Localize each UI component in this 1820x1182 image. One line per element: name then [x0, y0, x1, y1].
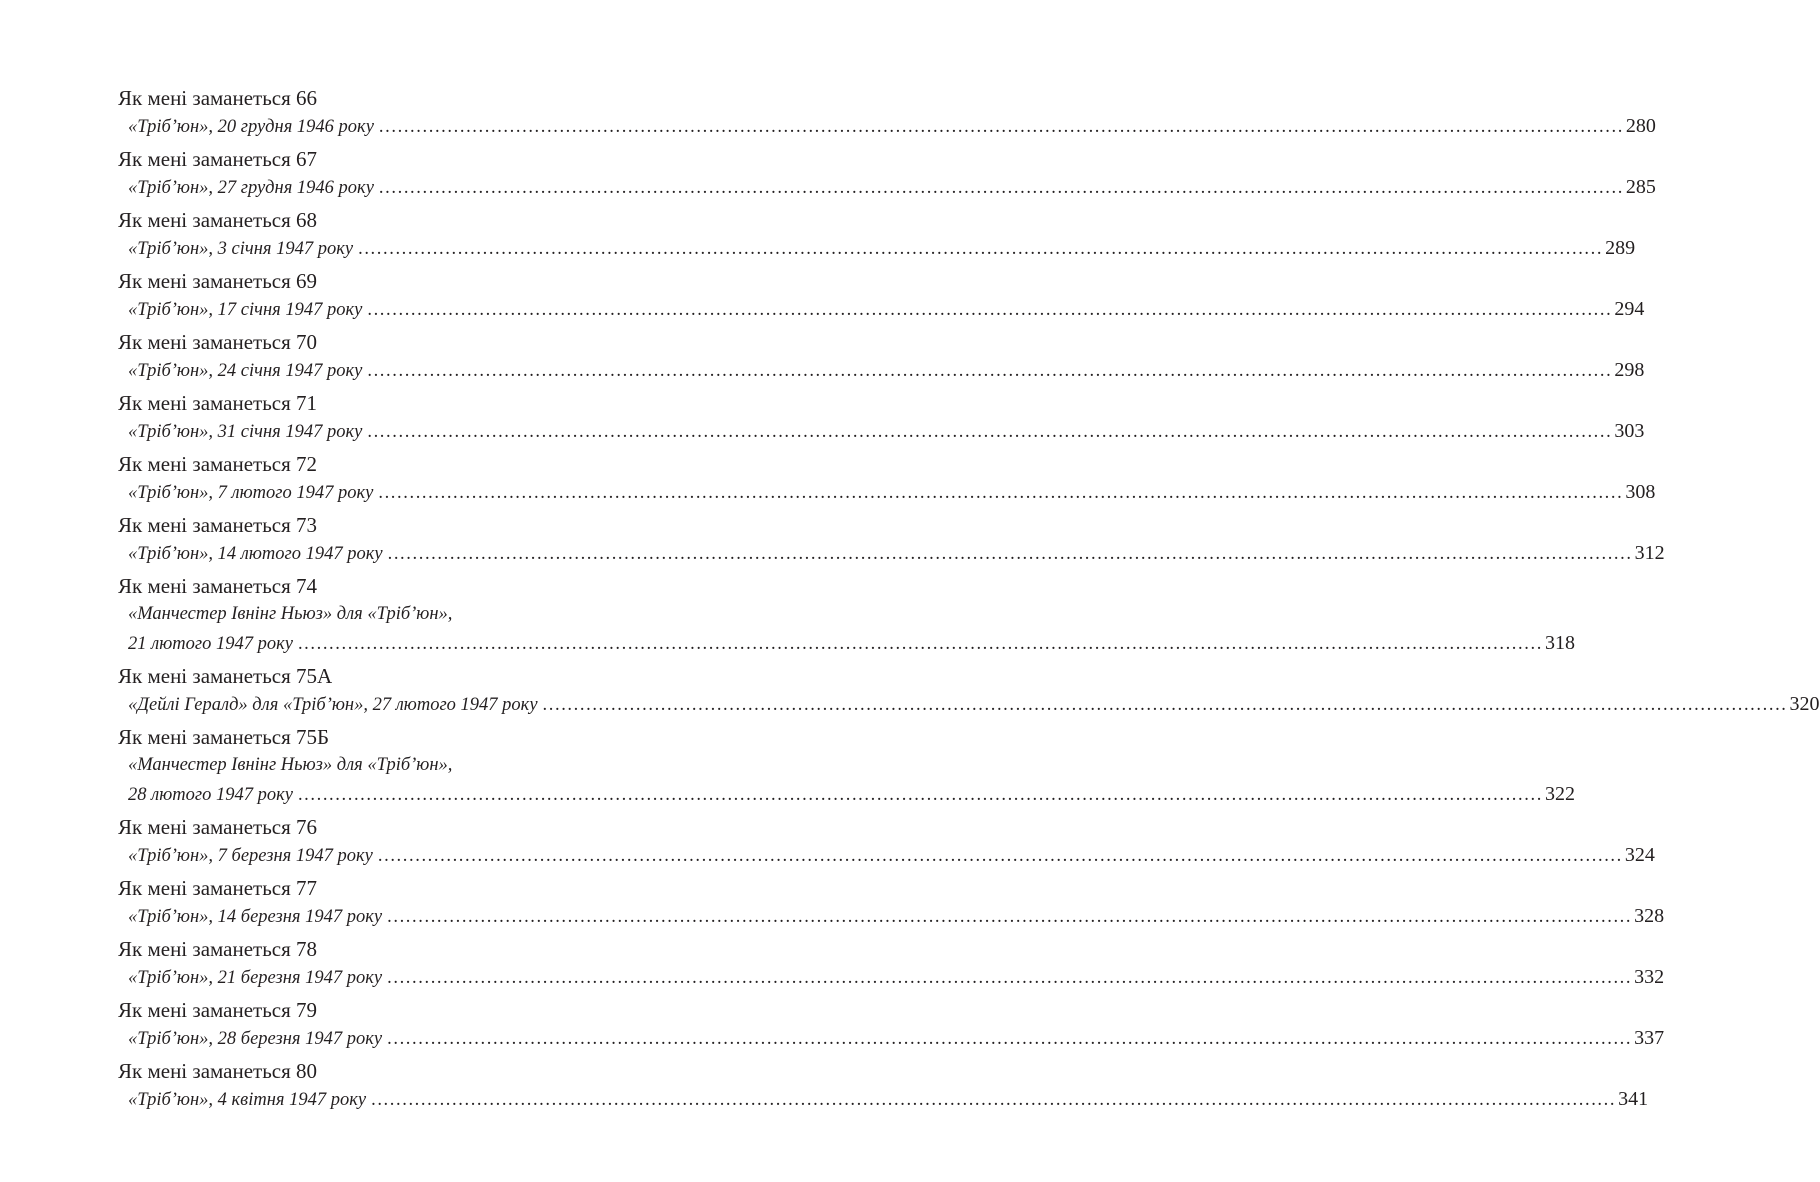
page-number: 294	[1614, 298, 1645, 320]
dot-leader: ........................................................................................................................................................................................................	[378, 117, 1624, 137]
entry-title: Як мені заманеться 71	[118, 391, 318, 415]
entry-source	[118, 629, 1575, 659]
entry-source	[118, 478, 1656, 508]
dot-leader: ........................................................................................................................................................................................................	[387, 968, 1633, 988]
toc-entry[interactable]	[118, 267, 1645, 325]
entry-source	[118, 417, 1645, 447]
dot-leader: ........................................................................................................................................................................................................	[387, 544, 1633, 564]
page-number: 312	[1634, 542, 1665, 564]
entry-source	[118, 841, 1655, 871]
entry-title: Як мені заманеться 75Б	[118, 725, 330, 749]
dot-leader: ........................................................................................................................................................................................................	[367, 361, 1613, 381]
page-number: 285	[1625, 176, 1656, 198]
entry-title: Як мені заманеться 72	[118, 452, 318, 476]
toc-entry[interactable]	[118, 450, 1656, 508]
entry-source	[118, 112, 1656, 142]
entry-source-text: «Тріб’юн», 14 березня 1947 року	[128, 907, 383, 927]
entry-title: Як мені заманеться 75А	[118, 664, 333, 688]
entry-title: Як мені заманеться 76	[118, 815, 318, 839]
page-number: 318	[1544, 632, 1575, 654]
entry-source-text: «Тріб’юн», 21 березня 1947 року	[128, 968, 383, 988]
dot-leader: ........................................................................................................................................................................................................	[367, 422, 1613, 442]
entry-source	[118, 780, 1575, 810]
dot-leader: ........................................................................................................................................................................................................	[387, 1029, 1633, 1049]
entry-title: Як мені заманеться 80	[118, 1059, 318, 1083]
entry-source-text: «Тріб’юн», 3 січня 1947 року	[128, 239, 354, 259]
page-number: 341	[1618, 1088, 1649, 1110]
entry-source-text: «Тріб’юн», 28 березня 1947 року	[128, 1029, 383, 1049]
page-number: 328	[1634, 905, 1665, 927]
entry-source	[118, 690, 1820, 720]
toc-entry[interactable]	[118, 662, 1820, 720]
entry-title: Як мені заманеться 68	[118, 208, 318, 232]
dot-leader: ........................................................................................................................................................................................................	[377, 846, 1623, 866]
toc-entry[interactable]	[118, 84, 1656, 142]
entry-source-text: 21 лютого 1947 року	[128, 634, 293, 654]
entry-source	[118, 1024, 1665, 1054]
page-number: 303	[1614, 420, 1645, 442]
entry-source-text: «Тріб’юн», 4 квітня 1947 року	[128, 1090, 367, 1110]
entry-source-text: «Дейлі Гералд» для «Тріб’юн», 27 лютого 1947 року	[128, 695, 538, 715]
entry-title: Як мені заманеться 74	[118, 574, 318, 598]
entry-source-text: «Тріб’юн», 27 грудня 1946 року	[128, 178, 374, 198]
dot-leader: ........................................................................................................................................................................................................	[297, 634, 1543, 654]
entry-source-text: «Тріб’юн», 24 січня 1947 року	[128, 361, 363, 381]
table-of-contents	[118, 84, 1820, 1118]
entry-source	[118, 1085, 1649, 1115]
page-number: 298	[1614, 359, 1645, 381]
dot-leader: ........................................................................................................................................................................................................	[387, 907, 1633, 927]
entry-title: Як мені заманеться 78	[118, 937, 318, 961]
toc-entry[interactable]	[118, 1057, 1649, 1115]
entry-source	[118, 356, 1645, 386]
toc-entry[interactable]	[118, 572, 1575, 659]
entry-source	[118, 539, 1665, 569]
toc-entry[interactable]	[118, 206, 1636, 264]
entry-source-text: «Тріб’юн», 20 грудня 1946 року	[128, 117, 374, 137]
dot-leader: ........................................................................................................................................................................................................	[297, 785, 1543, 805]
entry-title: Як мені заманеться 79	[118, 998, 318, 1022]
page-number: 332	[1634, 966, 1665, 988]
entry-source-text: «Тріб’юн», 31 січня 1947 року	[128, 422, 363, 442]
page-number: 337	[1634, 1027, 1665, 1049]
page-number: 308	[1625, 481, 1656, 503]
toc-entry[interactable]	[118, 511, 1665, 569]
entry-source	[118, 234, 1636, 264]
entry-source: «Манчестер Івнінг Ньюз» для «Тріб’юн»,	[128, 604, 453, 624]
toc-entry[interactable]	[118, 813, 1655, 871]
toc-entry[interactable]	[118, 723, 1575, 810]
page-number: 280	[1625, 115, 1656, 137]
dot-leader: ........................................................................................................................................................................................................	[358, 239, 1604, 259]
dot-leader: ........................................................................................................................................................................................................	[371, 1090, 1617, 1110]
entry-source	[118, 295, 1645, 325]
entry-source	[118, 173, 1656, 203]
dot-leader: ........................................................................................................................................................................................................	[378, 483, 1624, 503]
entry-source-text: 28 лютого 1947 року	[128, 785, 293, 805]
dot-leader: ........................................................................................................................................................................................................	[542, 695, 1788, 715]
toc-entry[interactable]	[118, 389, 1645, 447]
toc-entry[interactable]	[118, 145, 1656, 203]
page-number: 320	[1789, 693, 1820, 715]
entry-source-text: «Тріб’юн», 14 лютого 1947 року	[128, 544, 383, 564]
entry-title: Як мені заманеться 66	[118, 86, 318, 110]
entry-source-text: «Тріб’юн», 7 лютого 1947 року	[128, 483, 374, 503]
entry-source-text: «Тріб’юн», 17 січня 1947 року	[128, 300, 363, 320]
page-number: 324	[1624, 844, 1655, 866]
dot-leader: ........................................................................................................................................................................................................	[378, 178, 1624, 198]
page-number: 322	[1544, 783, 1575, 805]
page-number: 289	[1605, 237, 1636, 259]
entry-source-text: «Тріб’юн», 7 березня 1947 року	[128, 846, 373, 866]
entry-title: Як мені заманеться 73	[118, 513, 318, 537]
entry-title: Як мені заманеться 77	[118, 876, 318, 900]
toc-entry[interactable]	[118, 935, 1665, 993]
entry-title: Як мені заманеться 69	[118, 269, 318, 293]
entry-source	[118, 963, 1665, 993]
toc-entry[interactable]	[118, 328, 1645, 386]
entry-title: Як мені заманеться 67	[118, 147, 318, 171]
dot-leader: ........................................................................................................................................................................................................	[367, 300, 1613, 320]
entry-source	[118, 902, 1665, 932]
entry-source: «Манчестер Івнінг Ньюз» для «Тріб’юн»,	[128, 755, 453, 775]
toc-entry[interactable]	[118, 874, 1665, 932]
toc-entry[interactable]	[118, 996, 1665, 1054]
entry-title: Як мені заманеться 70	[118, 330, 318, 354]
